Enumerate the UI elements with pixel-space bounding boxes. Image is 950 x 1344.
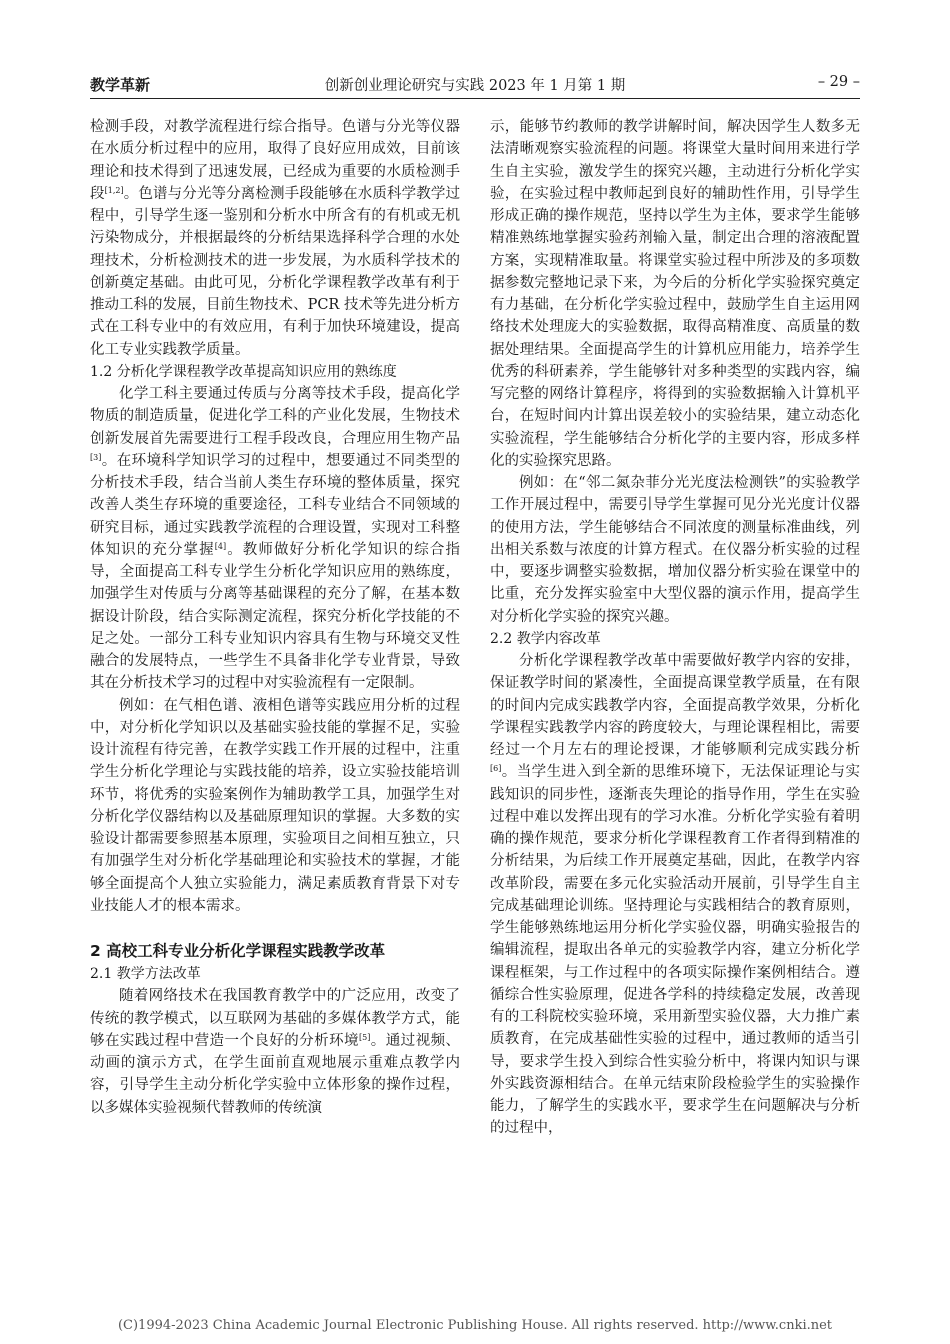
subsection-heading-2-1: 2.1 教学方法改革 <box>90 966 201 982</box>
left-column <box>90 116 460 1119</box>
subsection-heading-1-2: 1.2 分析化学课程教学改革提高知识应用的熟练度 <box>90 363 397 380</box>
paragraph <box>90 383 460 695</box>
paragraph: 例如：在气相色谱、液相色谱等实践应用分析的过程中，对分析化学知识以及基础实验技能的掌握不足，实验设计流程有待完善，在教学实践工作开展的过程中，注重学生分析化学理论与实践技能的培养，设立实验技能培训环节，将优秀的实验案例作为辅助教学工具，加强学生对分析化学仪器结构以及基础原理知识的掌握。大多数的实验设计都需要参照基本原理，实验项目之间相互独立，只有加强学生对分析化学基础理论和实验技术的掌握，才能够全面提高个人独立实验能力，满足素质教育背景下对专业技能人才的根本需求。 <box>90 697 460 914</box>
header-rule <box>90 98 860 99</box>
citation: [4] <box>214 541 227 551</box>
text: 检测手段，对教学流程进行综合指导。色谱与分光等仪器在水质分析过程中的应用，取得了良好应用成效，目前该理论和技术得到了迅速发展，已经成为重要的水质检测手段 <box>90 119 460 202</box>
right-column <box>490 116 860 1140</box>
text: 化学工科主要通过传质与分离等技术手段，提高化学物质的制造质量，促进化学工科的产业化发展，生物技术创新发展首先需要进行工程手段改良，合理应用生物产品 <box>90 386 460 447</box>
journal-issue: 创新创业理论研究与实践 2023 年 1 月第 1 期 <box>324 78 626 94</box>
text: 。当学生进入到全新的思维环境下，无法保证理论与实践知识的同步性，逐渐丧失理论的指导作用，学生在实验过程中难以发挥出现有的学习水准。分析化学实验有着明确的操作规范，要求分析化学课程教育工作者得到精准的分析结果，为后续工作开展奠定基础，因此，在教学内容改革阶段，需要在多元化实验活动开展前，引导学生自主完成基础理论训练。坚持理论与实践相结合的教育原则，学生能够熟练地运用分析化学实验仪器，明确实验报告的编辑流程，提取出各单元的实验教学内容，建立分析化学课程框架，与工作过程中的各项实际操作案例相结合。遵循综合性实验原理，促进各学科的持续稳定发展，改善现有的工科院校实验环境，采用新型实验仪器，大力推广素质教育，在完成基础性实验的过程中，通过教师的适当引导，要求学生投入到综合性实验分析中，将课内知识与课外实践资源相结合。在单元结束阶段检验学生的实验操作能力，了解学生的实践水平，要求学生在问题解决与分析的过程中， <box>490 764 860 1137</box>
citation: [5] <box>359 1032 371 1042</box>
text: 随着网络技术在我国教育教学中的广泛应用，改变了传统的教学模式，以互联网为基础的多媒体教学方式，能够在实践过程中营造一个良好的分析环境 <box>90 988 460 1049</box>
paragraph <box>90 985 460 1119</box>
text: 。通过视频、动画的演示方式，在学生面前直观地展示重难点教学内容，引导学生主动分析化学实验中立体形象的操作过程，以多媒体实验视频代替教师的传统演 <box>90 1032 461 1116</box>
copyright-footer: (C)1994-2023 China Academic Journal Electronic Publishing House. All rights reserved. http://www.cnki.net <box>117 1318 833 1333</box>
section-heading-2: 2 高校工科专业分析化学课程实践教学改革 <box>90 942 386 960</box>
page-header <box>90 74 860 96</box>
text: 。教师做好分析化学知识的综合指导，全面提高工科专业学生分析化学知识应用的熟练度，加强学生对传质与分离等基础课程的充分了解，在基本数据设计阶段，结合实际测定流程，探究分析化学技能的不足之处。一部分工科专业知识内容具有生物与环境交叉性融合的发展特点，一些学生不具备非化学专业背景，导致其在分析技术学习的过程中对实验流程有一定限制。 <box>90 541 460 692</box>
paragraph <box>490 650 860 1140</box>
text: 。色谱与分光等分离检测手段能够在水质科学教学过程中，引导学生逐一鉴别和分析水中所含有的有机或无机污染物成分，并根据最终的分析结果选择科学合理的水处理技术，分析检测技术的进一步发展，为水质科学技术的创新奠定基础。由此可见，分析化学课程教学改革有利于推动工科的发展，目前生物技术、PCR 技术等先进分析方式在工科专业中的有效应用，有利于加快环境建设，提高化工专业实践教学质量。 <box>90 185 461 358</box>
section-label: 教学革新 <box>90 76 151 94</box>
citation: [6] <box>490 764 502 774</box>
text: 。在环境科学知识学习的过程中，想要通过不同类型的分析技术手段，结合当前人类生存环境的整体质量，探究改善人类生存环境的重要途径，工科专业结合不同领域的研究目标，通过实践教学流程的合理设置，实现对工科整体知识的充分掌握 <box>90 452 460 558</box>
paragraph: 例如：在“邻二氮杂菲分光光度法检测铁”的实验教学工作开展过程中，需要引导学生掌握可见分光光度计仪器的使用方法，学生能够结合不同浓度的测量标准曲线，列出相关系数与浓度的计算方程式。在仪器分析实验的过程中，要逐步调整实验数据，增加仪器分析实验在课堂中的比重，充分发挥实验室中大型仪器的演示作用，提高学生对分析化学实验的探究兴趣。 <box>490 475 860 625</box>
page-number: – 29 – <box>817 74 860 90</box>
subsection-heading-2-2: 2.2 教学内容改革 <box>490 630 601 647</box>
text: 分析化学课程教学改革中需要做好教学内容的安排，保证教学时间的紧凑性，全面提高课堂教学质量，在有限的时间内完成实践教学内容，全面提高教学效果，分析化学课程实践教学内容的跨度较大，与理论课程相比，需要经过一个月左右的理论授课，才能够顺利完成实践分析 <box>490 653 860 758</box>
paragraph: 示，能够节约教师的教学讲解时间，解决因学生人数多无法清晰观察实验流程的问题。将课堂大量时间用来进行学生自主实验，激发学生的探究兴趣，主动进行分析化学实验，在实验过程中教师起到良好的辅助性作用，引导学生形成正确的操作规范，坚持以学生为主体，要求学生能够精准熟练地掌握实验药剂输入量，制定出合理的溶液配置方案，实现精准取量。将课堂实验过程中所涉及的多项数据参数完整地记录下来，为今后的分析化学实验探究奠定有力基础，在分析化学实验过程中，鼓励学生自主运用网络技术处理庞大的实验数据，取得高精准度、高质量的数据处理结果。全面提高学生的计算机应用能力，培养学生优秀的科研素养，学生能够针对多种类型的实践内容，编写完整的网络计算程序，将得到的实验数据输入计算机平台，在短时间内计算出误差较小的实验结果，建立动态化实验流程，学生能够结合分析化学的主要内容，形成多样化的实验探究思路。 <box>490 119 860 469</box>
citation: [1,2] <box>104 185 124 195</box>
paragraph <box>90 116 460 361</box>
citation: [3] <box>90 452 102 462</box>
